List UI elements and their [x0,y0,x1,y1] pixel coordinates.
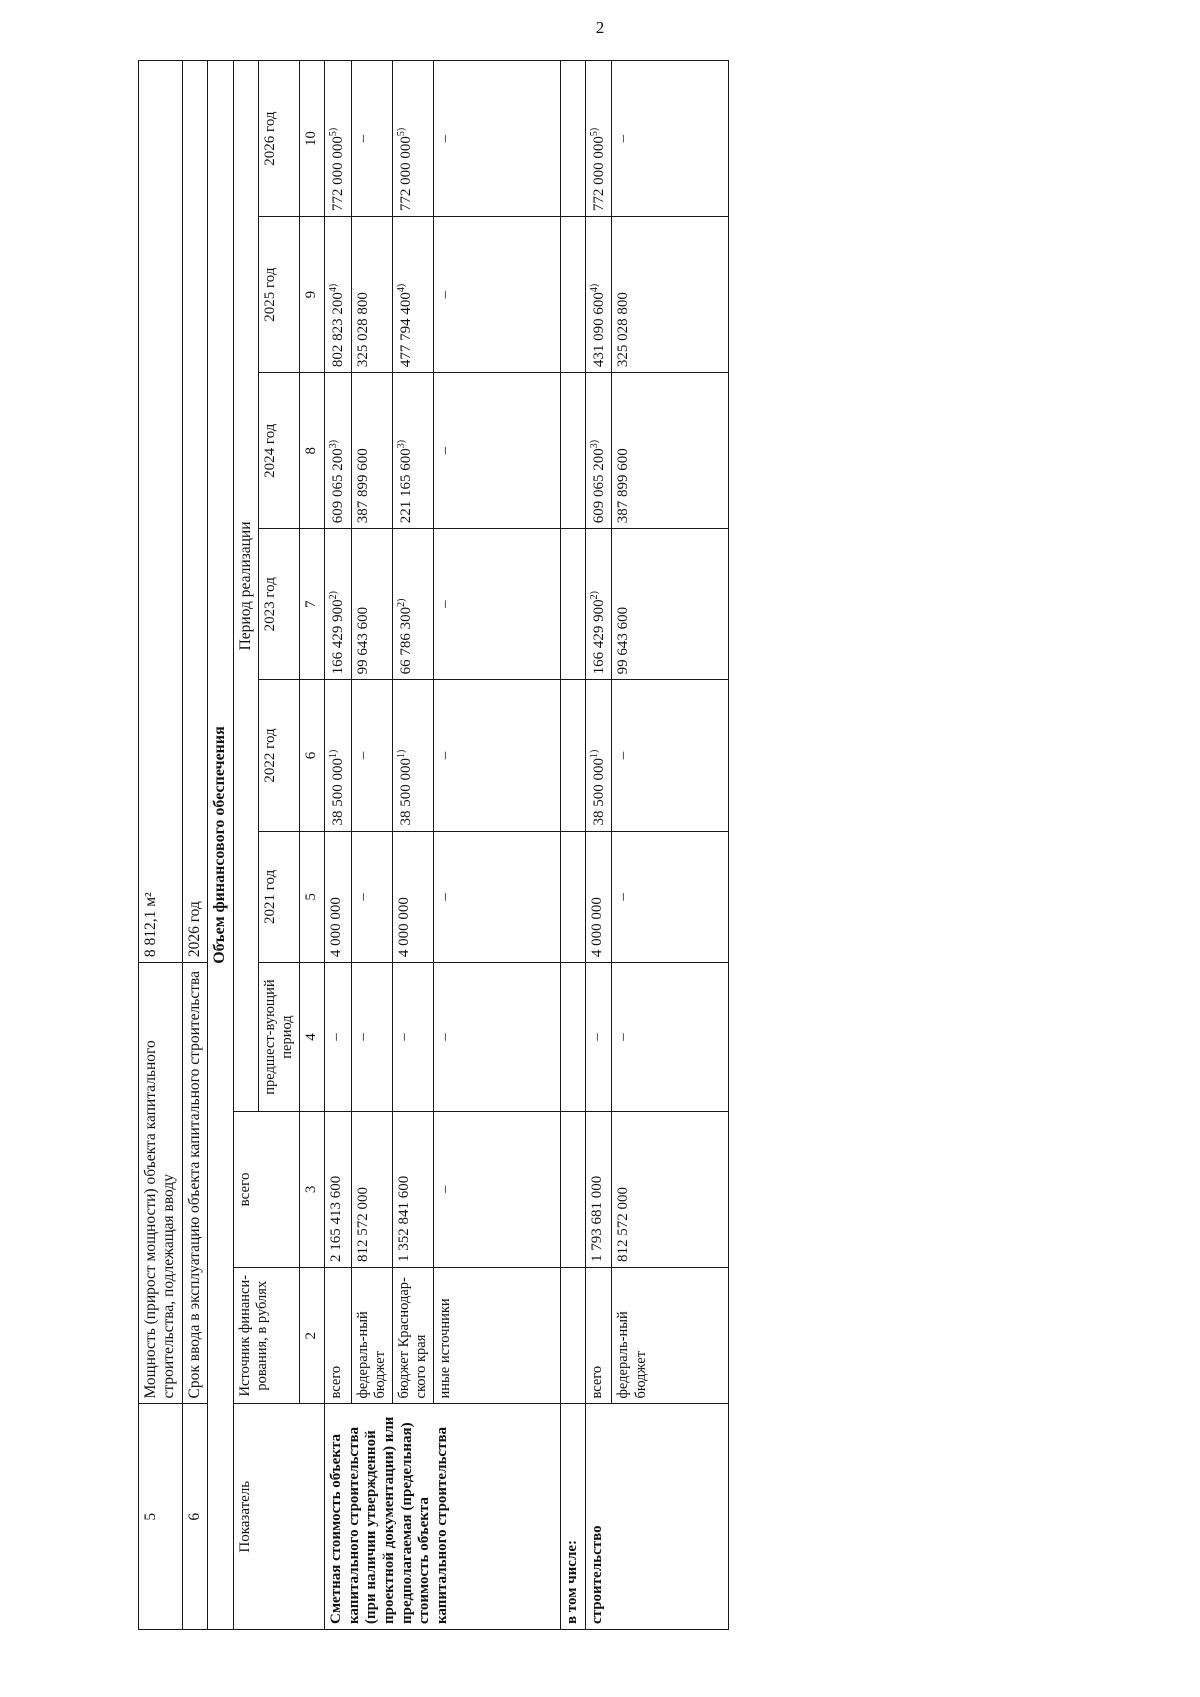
y2022-footnote: 1) [327,749,339,759]
y2021-cell: 4 000 000 [392,831,433,963]
source-cell: всего [324,1267,351,1404]
col-header-2021: 2021 год [259,831,300,963]
col-header-previous: предшест-вующий период [259,963,300,1112]
y2021-cell: – [434,831,561,963]
y2025-cell: 325 028 800 [351,217,392,373]
column-number-row [300,61,325,1630]
source-cell: иные источники [434,1267,561,1404]
y2024-cell: – [434,373,561,529]
col-header-period: Период реализации [233,61,258,1112]
y2024-cell: 387 899 600 [612,373,729,529]
total-cell: 812 572 000 [351,1111,392,1267]
previous-cell: – [434,963,561,1112]
row-label-5: Мощность (прирост мощности) объекта капитального строительства, подлежащая вводу [139,963,183,1404]
y2023-cell [324,529,351,680]
y2023-cell: – [434,529,561,680]
col-number-6: 6 [300,680,325,831]
group-header-row [233,61,258,1630]
y2022-footnote: 1) [395,749,407,759]
table-row [585,61,612,1630]
y2026-cell [585,61,612,217]
col-number-9: 9 [300,217,325,373]
col-number-7: 7 [300,529,325,680]
y2025-value: 477 794 400 [397,292,414,368]
y2026-value: 772 000 000 [590,136,607,212]
y2024-value: 609 065 200 [590,448,607,524]
y2024-cell [585,373,612,529]
previous-cell: – [392,963,433,1112]
source-cell: федераль-ный бюджет [351,1267,392,1404]
y2024-footnote: 3) [588,439,600,449]
previous-cell: – [585,963,612,1112]
y2022-value: 38 500 000 [590,758,607,826]
y2025-cell [392,217,433,373]
col-header-2023: 2023 год [259,529,300,680]
y2023-footnote: 2) [588,591,600,600]
y2021-cell: – [351,831,392,963]
indicator-subheading: в том числе: [561,1404,586,1630]
y2023-cell [392,529,433,680]
y2024-value: 221 165 600 [397,448,414,524]
y2026-footnote: 5) [588,127,600,137]
y2023-footnote: 2) [327,591,339,600]
y2022-cell: – [434,680,561,831]
table-row [612,61,729,1630]
table-row-6 [182,61,207,1630]
total-cell: 1 793 681 000 [585,1111,612,1267]
y2026-footnote: 5) [395,127,407,137]
source-cell: бюджет Краснодар-ского края [392,1267,433,1404]
section-title-row [207,61,233,1630]
previous-cell: – [612,963,729,1112]
col-header-indicator: Показатель [233,1404,324,1630]
y2021-cell: – [612,831,729,963]
y2024-cell-empty [561,373,586,529]
y2024-cell [324,373,351,529]
y2022-cell [585,680,612,831]
y2022-cell: – [351,680,392,831]
y2025-cell: 325 028 800 [612,217,729,373]
table-row [351,61,392,1630]
col-header-2025: 2025 год [259,217,300,373]
total-cell: 812 572 000 [612,1111,729,1267]
source-cell: федераль-ный бюджет [612,1267,729,1404]
y2022-cell [392,680,433,831]
row-index-6: 6 [182,1404,207,1630]
y2023-cell-empty [561,529,586,680]
y2026-cell [392,61,433,217]
y2025-footnote: 4) [327,283,339,293]
y2025-cell [324,217,351,373]
previous-cell: – [351,963,392,1112]
table-row [434,61,561,1630]
y2022-cell [324,680,351,831]
row-value-5: 8 812,1 м² [139,61,183,963]
y2025-cell: – [434,217,561,373]
col-header-2024: 2024 год [259,373,300,529]
total-cell: – [434,1111,561,1267]
col-number-2: 2 [300,1267,325,1404]
total-cell: 1 352 841 600 [392,1111,433,1267]
y2026-value: 772 000 000 [329,136,346,212]
y2023-footnote: 2) [395,598,407,607]
row-value-6: 2026 год [182,61,207,963]
y2022-cell: – [612,680,729,831]
col-header-2022: 2022 год [259,680,300,831]
col-number-10: 10 [300,61,325,217]
indicator-construction: строительство [585,1404,729,1630]
y2026-footnote: 5) [327,127,339,137]
table-row [324,61,351,1630]
y2024-footnote: 3) [395,439,407,449]
table-row-5 [139,61,183,1630]
document-table [138,60,729,1630]
previous-cell-empty [561,963,586,1112]
y2023-cell [585,529,612,680]
y2025-footnote: 4) [588,283,600,293]
y2021-cell-empty [561,831,586,963]
y2026-cell: – [612,61,729,217]
y2021-cell: 4 000 000 [585,831,612,963]
col-number-3: 3 [300,1111,325,1267]
col-number-8: 8 [300,373,325,529]
page-number: 2 [595,18,605,37]
y2026-cell: – [351,61,392,217]
y2025-value: 431 090 600 [590,292,607,368]
source-cell: всего [585,1267,612,1404]
y2024-cell [392,373,433,529]
row-label-6: Срок ввода в эксплуатацию объекта капитального строительства [182,963,207,1404]
col-header-total: всего [233,1111,300,1267]
section-title: Объем финансового обеспечения [207,61,233,1630]
col-number-4: 4 [300,963,325,1112]
y2025-footnote: 4) [395,283,407,293]
y2023-value: 166 429 900 [329,599,346,675]
col-header-2026: 2026 год [259,61,300,217]
y2023-value: 166 429 900 [590,599,607,675]
y2024-cell: 387 899 600 [351,373,392,529]
y2024-footnote: 3) [327,439,339,449]
y2023-value: 66 786 300 [397,606,414,675]
rotated-table-container [138,60,1033,1630]
total-cell-empty [561,1111,586,1267]
y2026-cell [324,61,351,217]
y2023-cell: 99 643 600 [612,529,729,680]
y2026-cell: – [434,61,561,217]
y2025-value: 802 823 200 [329,292,346,368]
y2021-cell: 4 000 000 [324,831,351,963]
col-header-source: Источник финанси-рования, в рублях [233,1267,300,1404]
y2022-value: 38 500 000 [397,758,414,826]
y2025-cell [585,217,612,373]
total-cell: 2 165 413 600 [324,1111,351,1267]
y2025-cell-empty [561,217,586,373]
table-row-subheading [561,61,586,1630]
y2022-footnote: 1) [588,749,600,759]
col-number-5: 5 [300,831,325,963]
row-index-5: 5 [139,1404,183,1630]
y2022-value: 38 500 000 [329,758,346,826]
source-cell-empty [561,1267,586,1404]
table-row [392,61,433,1630]
y2024-value: 609 065 200 [329,448,346,524]
y2026-cell-empty [561,61,586,217]
y2022-cell-empty [561,680,586,831]
indicator-estimated-cost: Сметная стоимость объекта капитального строительства (при наличии утвержденной проектной документации) или предполагаемая (предельная) стоимость объекта капитального строительства [324,1404,560,1630]
y2026-value: 772 000 000 [397,136,414,212]
y2023-cell: 99 643 600 [351,529,392,680]
previous-cell: – [324,963,351,1112]
